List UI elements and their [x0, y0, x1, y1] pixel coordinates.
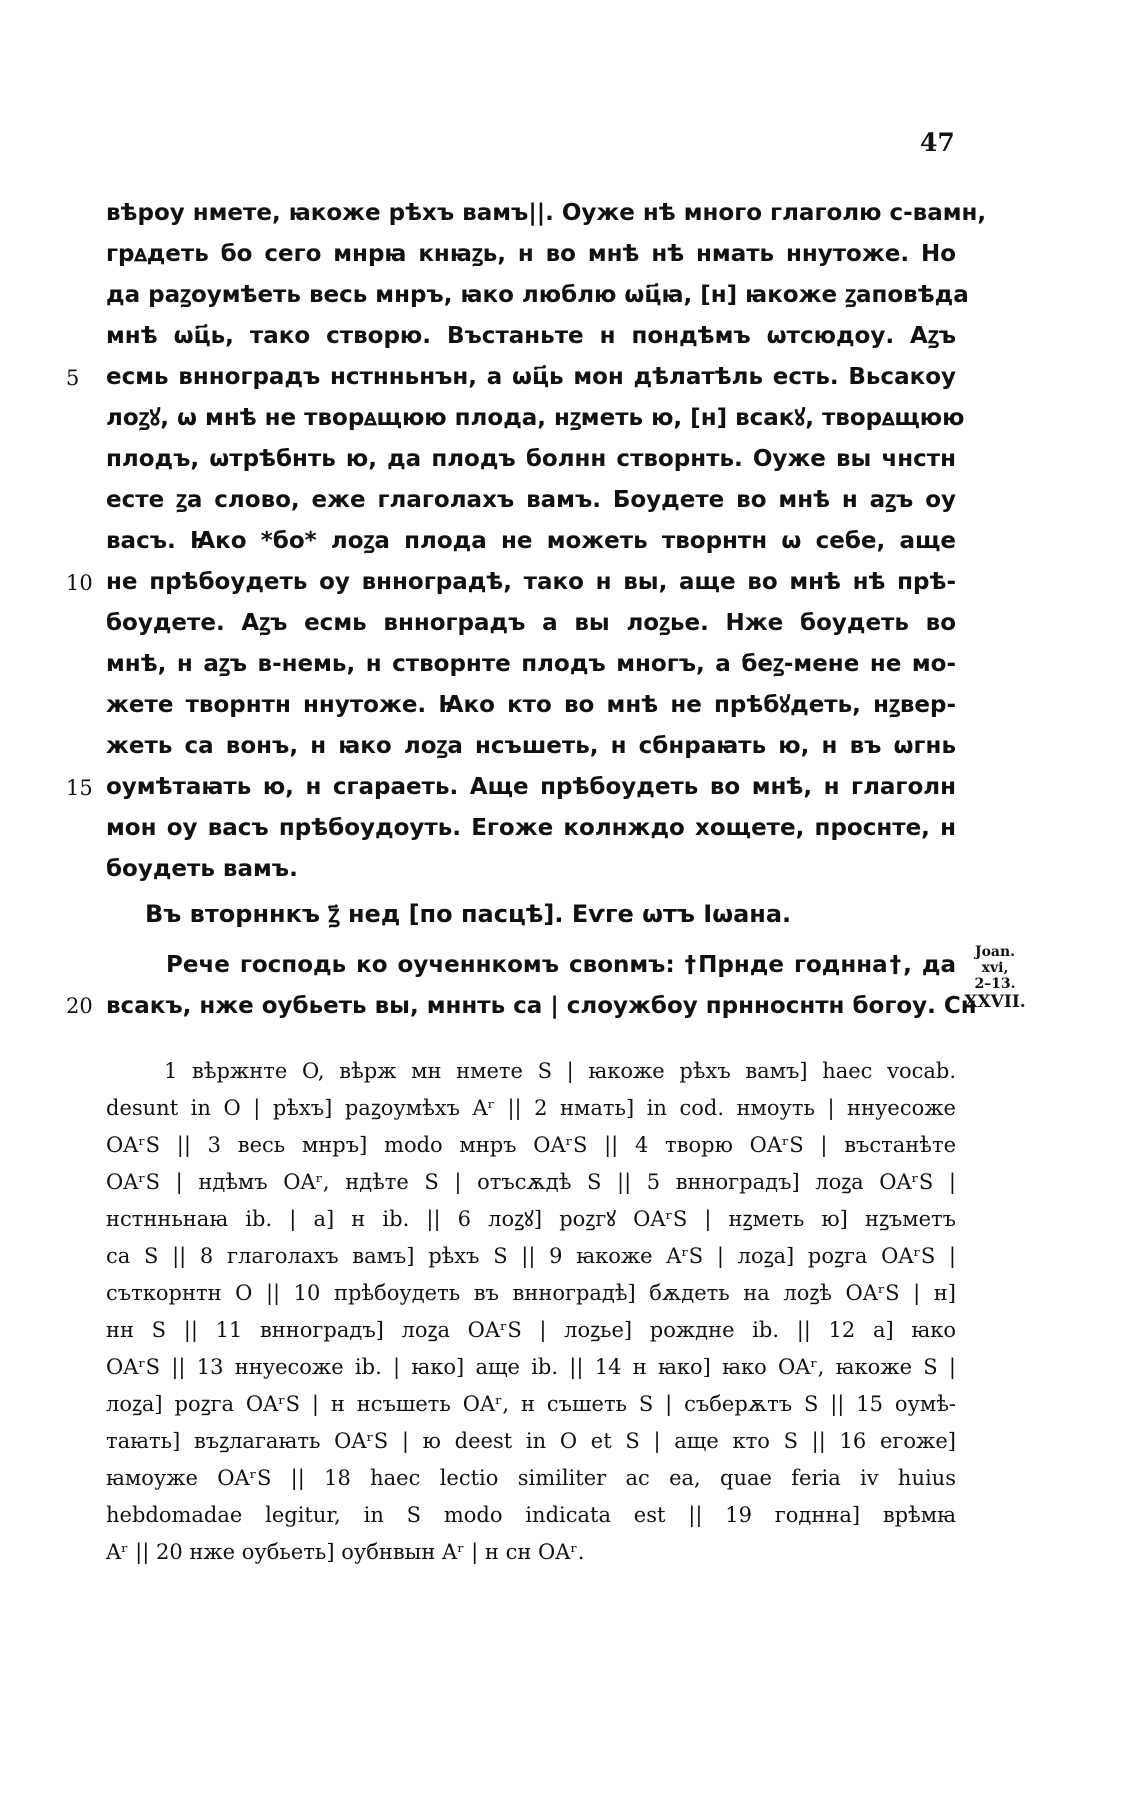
line-number-20: 20 [66, 994, 93, 1018]
margin-ref-chapter: xvi, [981, 960, 1009, 976]
text-line: есмь внноградъ нстнньнън, а ѡц҃ь мон дѣлатѣль есть. Вьсакоу [106, 364, 956, 390]
line-number-10: 10 [66, 571, 93, 595]
margin-ref-book: Joan. [974, 944, 1016, 960]
footnote-line: OAʳS || 3 весь мнръ] modo мнръ OAʳS || 4 творю OAʳS | въстанѣте [106, 1133, 956, 1157]
text-line: не прѣбоудеть оу внноградѣ, тако н вы, аще во мнѣ нѣ прѣ- [106, 569, 956, 595]
footnote-line: OAʳS | ндѣмъ OAʳ, ндѣте S | отъсѫдѣ S || 5 внноградъ] лоꙁа OAʳS | [106, 1170, 956, 1194]
text-line: мон оу васъ прѣбоудоуть. Егоже колнждо хощете, проснте, н [106, 815, 956, 841]
footnote-line: OAʳS || 13 ннуесоже ib. | ꙗко] аще ib. || 14 н ꙗко] ꙗко OAʳ, ꙗкоже S | [106, 1355, 956, 1379]
text-line: грꙙдеть бо сего мнрꙗ кнꙗꙁь, н во мнѣ нѣ нмать ннутоже. Но [106, 241, 956, 267]
text-line: вѣроу нмете, ꙗкоже рѣхъ вамъ||. Оуже нѣ много глаголю с-вамн, [106, 200, 987, 226]
footnote-line: са S || 8 глаголахъ вамъ] рѣхъ S || 9 ꙗкоже AʳS | лоꙁа] роꙁга OAʳS | [106, 1244, 956, 1268]
footnote-line: desunt in O | рѣхъ] раꙁоумѣхъ Aʳ || 2 нмать] in cod. нмоуть | ннуесоже [106, 1096, 956, 1120]
text-line: жете творнтн ннутоже. Ꙗко кто во мнѣ не прѣбꙋдеть, нꙁвер- [106, 692, 956, 718]
footnote-line: съткорнтн O || 10 прѣбоудеть въ внноградѣ] бѫдеть на лоꙁѣ OAʳS | н] [106, 1281, 956, 1305]
reading-text-block [106, 945, 977, 1027]
text-line: боудете. Аꙁъ есмь внноградъ а вы лоꙁье. Нже боудеть во [106, 610, 956, 636]
footnote-line: Aʳ || 20 нже оубьеть] оубнвын Aʳ | н сн OAʳ. [106, 1540, 585, 1564]
text-line: боудеть вамъ. [106, 856, 298, 882]
text-line: лоꙁꙋ, ѡ мнѣ не творꙙщюю плода, нꙁметь ю, [н] всакꙋ, творꙙщюю [106, 405, 965, 431]
reading-line: всакъ, нже оубьеть вы, мннть са | слоужбоу прнноснтн богоу. Сн [106, 993, 977, 1019]
footnote-line: hebdomadae legitur, in S modo indicata est || 19 годнна] врѣмꙗ [106, 1503, 956, 1527]
footnote-line: нн S || 11 внноградъ] лоꙁа OAʳS | лоꙁье] рождне ib. || 12 а] ꙗко [106, 1318, 956, 1342]
reading-line: Рече господь ко оученнкомъ своnмъ: †Прнде годнна†, да [166, 952, 956, 978]
footnote-line: ꙗмоуже OAʳS || 18 haec lectio similiter ac ea, quae feria iv huius [106, 1466, 956, 1490]
text-line: васъ. Ꙗко *бо* лоꙁа плода не можеть творнтн ѡ себе, аще [106, 528, 956, 554]
footnotes-apparatus [106, 1053, 956, 1571]
page-number: 47 [920, 128, 955, 157]
reading-heading: Въ вторннкъ ꙁ҃ нед [по пасцѣ]. Еѵге ѡтъ Іѡана. [145, 900, 792, 928]
margin-ref-number: XXVII. [964, 992, 1026, 1012]
text-line: оумѣтаꙗть ю, н сгараеть. Аще прѣбоудеть во мнѣ, н глаголн [106, 774, 956, 800]
footnote-line: таꙗть] въꙁлагаꙗть OAʳS | ю deest in O et S | аще кто S || 16 егоже] [106, 1429, 956, 1453]
line-number-15: 15 [66, 776, 93, 800]
margin-reference [964, 944, 1026, 1010]
text-line: мнѣ, н аꙁъ в-немь, н створнте плодъ многъ, а беꙁ-мене не мо- [106, 651, 956, 677]
text-line: плодъ, ѡтрѣбнть ю, да плодъ болнн створнть. Оуже вы чнстн [106, 446, 956, 472]
margin-ref-verses: 2–13. [974, 976, 1016, 992]
text-line: жеть са вонъ, н ꙗко лоꙁа нсъшеть, н сбнраꙗть ю, н въ ѡгнь [106, 733, 956, 759]
main-text-block [106, 193, 987, 890]
footnote-line: лоꙁа] роꙁга OAʳS | н нсъшеть OAʳ, н съшеть S | съберѫтъ S || 15 оумѣ- [106, 1392, 956, 1416]
line-number-5: 5 [66, 366, 80, 390]
text-line: мнѣ ѡц҃ь, тако створю. Въстаньте н пондѣмъ ѡтсюдоу. Аꙁъ [106, 323, 956, 349]
footnote-line: нстнньнаꙗ ib. | а] н ib. || 6 лоꙁꙋ] роꙁгꙋ OAʳS | нꙁметь ю] нꙁъметъ [106, 1207, 956, 1231]
text-line: да раꙁоумѣеть весь мнръ, ꙗко люблю ѡц҃ꙗ, [н] ꙗкоже ꙁаповѣда [106, 282, 969, 308]
text-line: есте ꙁа слово, еже глаголахъ вамъ. Боудете во мнѣ н аꙁъ оу [106, 487, 956, 513]
footnote-line: 1 вѣржнте O, вѣрж мн нмете S | ꙗкоже рѣхъ вамъ] haec vocab. [164, 1059, 956, 1083]
